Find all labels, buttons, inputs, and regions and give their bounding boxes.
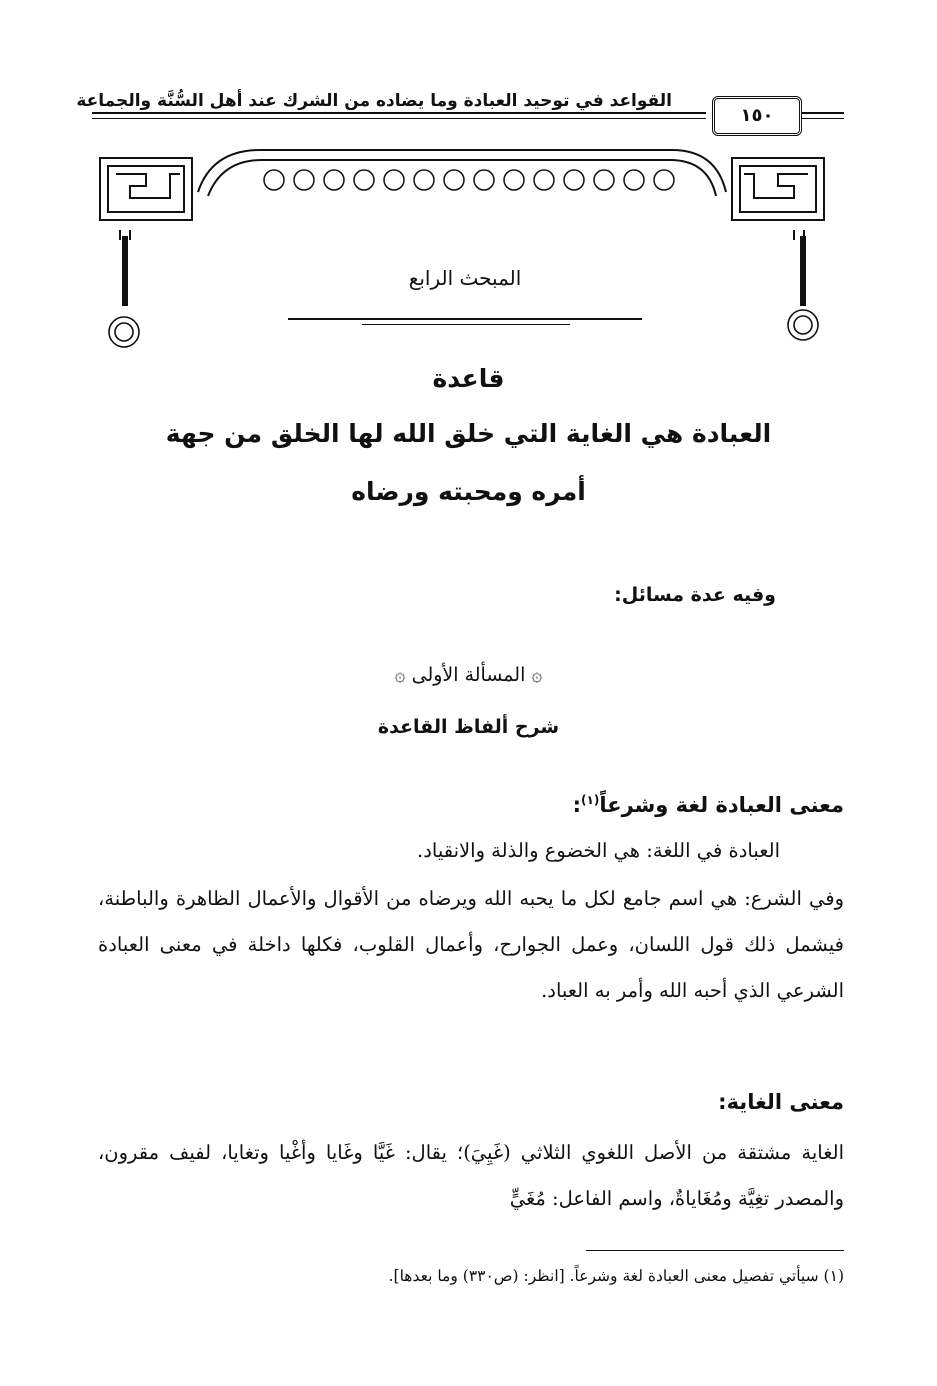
footnote-number: (١)	[823, 1267, 844, 1285]
first-issue-heading	[100, 658, 837, 692]
rule-title-line1: العبادة هي الغاية التي خلق الله لها الخلق من جهة	[165, 419, 772, 448]
footnote-separator	[586, 1250, 844, 1251]
section-heading: المبحث الرابع	[408, 266, 522, 290]
worship-linguistic-text: العبادة في اللغة: هي الخضوع والذلة والانقياد.	[417, 839, 780, 862]
worship-legal-paragraph	[98, 876, 844, 1014]
section-ornament-frame	[0, 0, 937, 380]
goal-meaning-heading: معنى الغاية:	[718, 1090, 844, 1114]
ornament-star-icon: ۞	[394, 664, 406, 686]
rule-label: قاعدة	[432, 364, 505, 393]
worship-meaning-heading	[573, 780, 844, 825]
intro-text: وفيه عدة مسائل:	[614, 584, 776, 606]
section-heading-underline-short	[362, 324, 570, 325]
footnote-reference[interactable]: (١)	[581, 793, 600, 807]
footnote-text: سيأتي تفصيل معنى العبادة لغة وشرعاً. [انظر: (ص٣٣٠) وما بعدها].	[388, 1267, 819, 1285]
page-number: ١٥٠	[712, 96, 802, 136]
first-issue-subtitle: شرح ألفاظ القاعدة	[377, 716, 560, 738]
goal-meaning-text: الغاية مشتقة من الأصل اللغوي الثلاثي (غَيِيَ)؛ يقال: غَيَّا وغَايا وأغْيا وتغايا، لفيف مقرون، والمصدر تغِيَّة ومُغَاياةٌ، واسم الفاعل: مُغَيٍّ	[98, 1141, 844, 1210]
ornament-star-icon: ۞	[531, 664, 543, 686]
goal-meaning-paragraph	[98, 1130, 844, 1222]
worship-linguistic-paragraph	[98, 828, 844, 874]
heading-colon: :	[572, 793, 582, 817]
first-issue-label: المسألة الأولى	[411, 664, 526, 686]
section-heading-underline	[288, 318, 642, 320]
rule-title-line2: أمره ومحبته ورضاه	[351, 477, 586, 506]
worship-legal-text: وفي الشرع: هي اسم جامع لكل ما يحبه الله ويرضاه من الأقوال والأعمال الظاهرة والباطنة، فيشمل ذلك قول اللسان، وعمل الجوارح، وأعمال القلوب، فكلها داخلة في معنى العبادة الشرعي الذي أحبه الله وأمر به العباد.	[98, 887, 844, 1002]
worship-meaning-title: معنى العبادة لغة وشرعاً	[599, 793, 844, 817]
footnote	[100, 1262, 844, 1290]
running-title: القواعد في توحيد العبادة وما يضاده من الشرك عند أهل السُّنَّة والجماعة	[76, 91, 672, 111]
